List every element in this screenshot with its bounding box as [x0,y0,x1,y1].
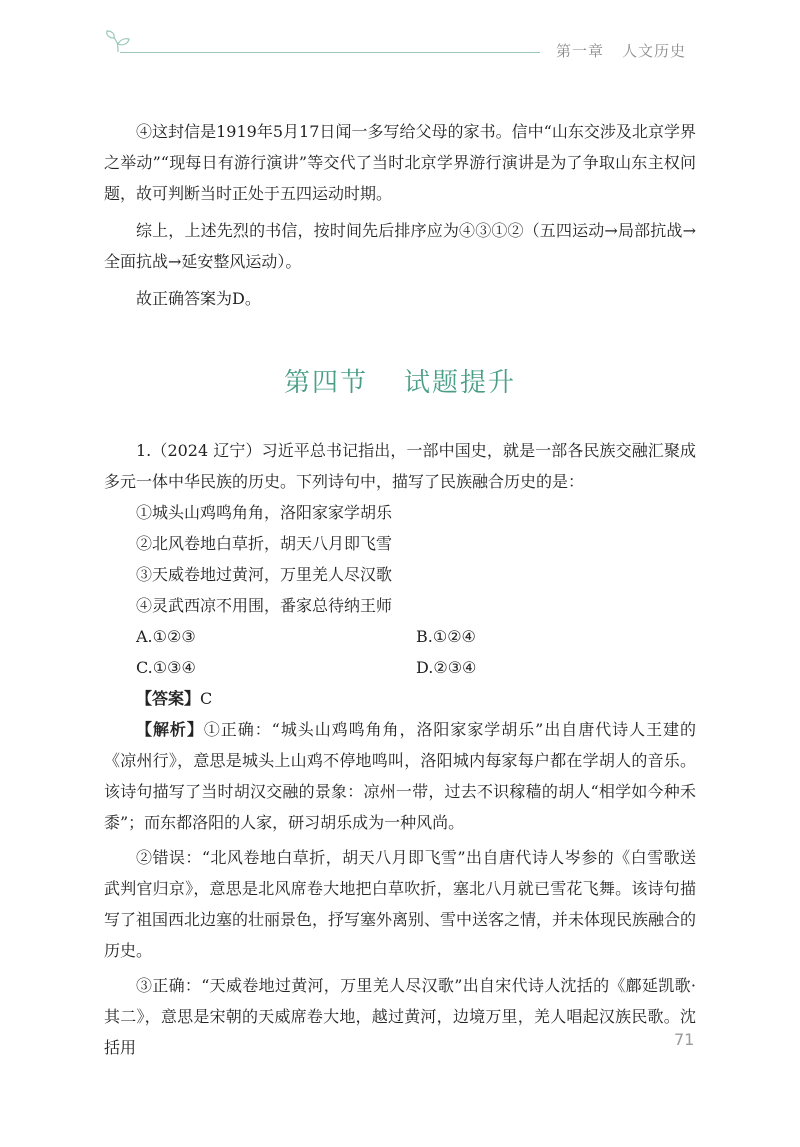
answer-value: C [200,689,213,708]
chapter-title: 人文历史 [622,42,687,60]
page-header [0,0,800,80]
intro-paragraph-1: ④这封信是1919年5月17日闻一多写给父母的家书。信中“山东交涉及北京学界之举动”“现每日有游行演讲”等交代了当时北京学界游行演讲是为了争取山东主权问题，故可判断当时正处于五四运动时期。 [104,122,696,203]
intro-paragraph-3: 故正确答案为D。 [136,289,261,308]
option-letter: C. [136,658,153,677]
running-header [556,40,686,61]
question-item: ①城头山鸡鸣角角，洛阳家家学胡乐 [136,503,393,522]
analysis-label: 【解析】 [136,720,204,739]
question-item: ③天威卷地过黄河，万里羌人尽汉歌 [136,565,393,584]
chapter-label: 第一章 [556,42,605,60]
option-b [416,621,696,652]
answer-label: 【答案】 [136,689,201,708]
page-number: 71 [674,1030,695,1049]
analysis-paragraph-2: ②错误：“北风卷地白草折，胡天八月即飞雪”出自唐代诗人岑参的《白雪歌送武判官归京》，意思是北风席卷大地把白草吹折，塞北八月就已雪花飞舞。该诗句描写了祖国西北边塞的壮丽景色，抒写塞外离别、雪中送客之情，并未体现民族融合的历史。 [104,848,697,960]
analysis-text: ①正确：“城头山鸡鸣角角，洛阳家家学胡乐”出自唐代诗人王建的《凉州行》，意思是城头上山鸡不停地鸣叫，洛阳城内每家每户都在学胡人的音乐。该诗句描写了当时胡汉交融的景象：凉州一带，过去不识稼穑的胡人“相学如今种禾黍”；而东都洛阳的人家，研习胡乐成为一种风尚。 [104,720,696,832]
section-number: 第四节 [283,368,368,398]
option-text: ②③④ [433,658,477,677]
page-body [104,116,696,1063]
option-letter: B. [416,627,433,646]
option-c [136,652,416,683]
analysis-paragraph-1 [104,714,696,838]
section-title [104,362,696,399]
option-d [416,652,696,683]
answer-line [104,683,696,714]
answer-options [104,621,696,683]
option-a [136,621,416,652]
option-text: ①②③ [152,627,196,646]
question-stem: 1.（2024 辽宁）习近平总书记指出，一部中国史，就是一部各民族交融汇聚成多元一体中华民族的历史。下列诗句中，描写了民族融合历史的是： [104,441,696,491]
analysis-paragraph-3: ③正确：“天威卷地过黄河，万里羌人尽汉歌”出自宋代诗人沈括的《鄜延凯歌·其二》，意思是宋朝的天威席卷大地，越过黄河，边境万里，羌人唱起汉族民歌。沈括用 [104,976,696,1057]
option-letter: D. [416,658,434,677]
option-text: ①③④ [152,658,196,677]
question-item: ④灵武西凉不用围，番家总待纳王师 [136,596,393,615]
header-divider [120,52,540,53]
intro-paragraph-2: 综上，上述先烈的书信，按时间先后排序应为④③①②（五四运动→局部抗战→全面抗战→延安整风运动）。 [104,221,696,271]
option-letter: A. [136,627,153,646]
question-item: ②北风卷地白草折，胡天八月即飞雪 [136,534,393,553]
option-text: ①②④ [432,627,476,646]
section-name: 试题提升 [404,368,517,398]
